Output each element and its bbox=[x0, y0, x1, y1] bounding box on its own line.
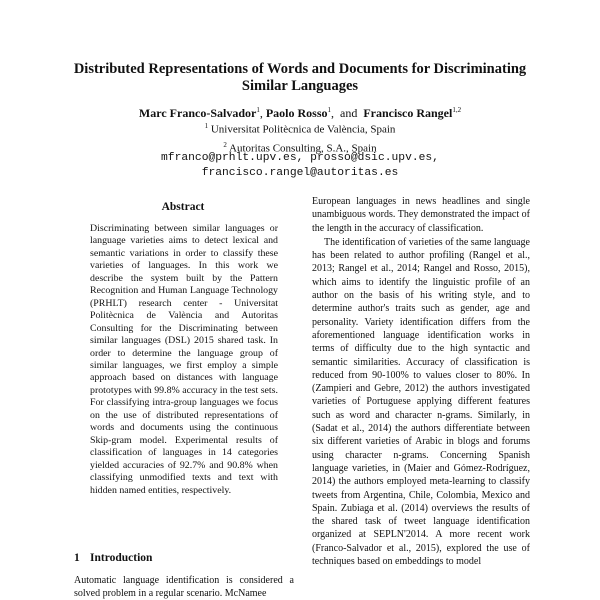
affiliation-mark: 1 bbox=[204, 122, 209, 130]
section-number: 1 bbox=[74, 552, 80, 564]
section-heading bbox=[74, 552, 294, 564]
affiliation-text: Universitat Politècnica de València, Spain bbox=[208, 123, 396, 136]
author-name: Marc Franco-Salvador bbox=[138, 106, 257, 120]
body-paragraph: European languages in news headlines and single unambiguous words. They demonstrated the impact of the length in the accuracy of classification. bbox=[312, 196, 530, 234]
author-affiliation-mark: 1 bbox=[327, 106, 331, 114]
author-separator: , and bbox=[331, 106, 364, 120]
affiliation-text: Autoritas Consulting, S.A., Spain bbox=[226, 142, 377, 155]
right-column bbox=[312, 195, 530, 568]
author-name: Francisco Rangel bbox=[363, 106, 453, 120]
author-emails bbox=[40, 151, 560, 181]
section-title: Introduction bbox=[90, 552, 153, 564]
author-separator: , bbox=[259, 106, 266, 120]
author-affiliation-mark: 1,2 bbox=[452, 106, 462, 114]
body-paragraph: The identification of varieties of the same language has been related to author profiling (Rangel et al., 2013; Rangel et al., 2014; Rangel and Rosso, 2015), which aims to identify the linguistic profile of an author on the basis of his writing style, and to determine author's traits such as gender, age and personality. Variety identification differs from the aforementioned language identification works in terms of difficulty due to the high syntactic and semantic similarities. Accuracy of classification is reduced from 90-100% to values closer to 80%. In (Zampieri and Gebre, 2012) the authors investigated varieties of Portuguese applying different features such as word and character n-grams. Similarly, in (Sadat et al., 2014) the authors differentiate between six different varieties of Arabic in blogs and forums using character n-grams. Concerning Spanish language varieties, in (Maier and Gómez-Rodríguez, 2014) the authors employed meta-learning to classify tweets from Argentina, Chile, Colombia, Mexico and Spain. Zubiaga et al. (2014) overviews the results of the shared task of tweet language identification organized at SEPLN'2014. A more recent work (Franco-Salvador et al., 2015), explored the use of techniques based on embeddings to model bbox=[312, 236, 530, 568]
email-line: mfranco@prhlt.upv.es, prosso@dsic.upv.es, bbox=[161, 152, 439, 164]
intro-text: Automatic language identification is considered a solved problem in a regular scenario. McNamee bbox=[74, 575, 294, 599]
abstract-heading: Abstract bbox=[161, 201, 205, 213]
abstract-body bbox=[90, 223, 278, 497]
author-name: Paolo Rosso bbox=[265, 106, 328, 120]
affiliation-line bbox=[40, 119, 560, 138]
intro-paragraph-left bbox=[74, 574, 294, 600]
author-affiliation-mark: 1 bbox=[256, 106, 260, 114]
paper-title: Distributed Representations of Words and Documents for Discriminating Similar Languages bbox=[73, 61, 527, 94]
email-line: francisco.rangel@autoritas.es bbox=[201, 167, 399, 179]
affiliation-mark: 2 bbox=[223, 140, 227, 149]
abstract-text: Discriminating between similar languages or language varieties aims to detect lexical and semantic variations in order to classify these varieties of languages. In this work we describe the system built by the Pattern Recognition and Human Language Technology (PRHLT) research center - Universitat Politècnica de València and Autoritas Consulting for the Discriminating between similar languages (DSL) 2015 shared task. In order to determine the language group of similar languages, we first employ a simple approach based on distances with language prototypes with 99.8% accuracy in the test sets. For classifying intra-group languages we focus on the use of distributed representations of words and documents using the continuous Skip-gram model. Experimental results of classification of languages in 14 categories yielded accuracies of 92.7% and 90.8% when classifying unmodified texts and text with hidden named entities, respectively. bbox=[90, 223, 278, 496]
